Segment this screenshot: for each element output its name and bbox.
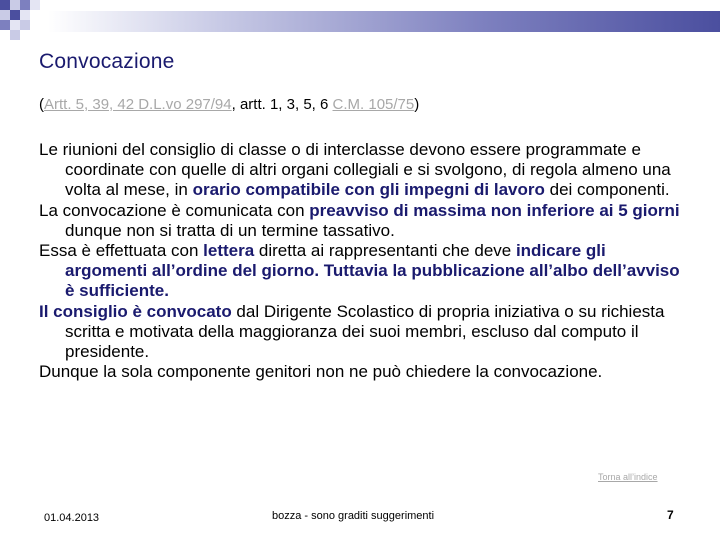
legal-reference — [39, 96, 419, 113]
text-run: dunque non si tratta di un termine tassativo. — [65, 220, 395, 240]
reference-close: ) — [414, 96, 420, 113]
text-run: Essa è effettuata con — [39, 241, 204, 261]
highlight-run: orario compatibile con gli impegni di lavoro — [192, 180, 545, 200]
text-run: diretta ai rappresentanti che deve — [254, 241, 516, 261]
reference-link-dlvo[interactable]: Artt. 5, 39, 42 D.L.vo 297/94 — [44, 96, 232, 113]
paragraph-notice — [39, 201, 689, 241]
page-number: 7 — [667, 508, 674, 522]
slide-title: Convocazione — [39, 50, 175, 73]
reference-link-cm[interactable]: C.M. 105/75 — [332, 96, 415, 113]
highlight-run: preavviso di massima non inferiore ai 5 giorni — [309, 200, 680, 220]
paragraph-scheduling — [39, 140, 689, 201]
paragraph-letter — [39, 241, 689, 302]
paragraph-convocation — [39, 302, 689, 363]
footer-note: bozza - sono graditi suggerimenti — [272, 510, 435, 522]
back-to-index-link[interactable]: Torna all’indice — [598, 472, 658, 482]
text-run: dei componenti. — [544, 180, 670, 200]
header-gradient-bar — [48, 11, 720, 32]
text-run: dal Dirigente Scolastico di propria iniziativa o su richiesta scritta e motivata della maggioranza dei suoi membri, escluso dal computo il presidente. — [65, 301, 665, 362]
highlight-run: indicare gli argomenti all’ordine del giorno. Tuttavia la pubblicazione all’albo dell’avviso è sufficiente. — [65, 241, 680, 301]
paragraph-parents — [39, 362, 689, 382]
reference-middle: , artt. 1, 3, 5, 6 — [231, 96, 333, 113]
slide-body — [39, 140, 689, 382]
text-run: La convocazione è comunicata con — [39, 200, 310, 220]
footer-date: 01.04.2013 — [44, 512, 100, 524]
reference-open: ( — [39, 96, 44, 113]
text-run: Dunque la sola componente genitori non ne può chiedere la convocazione. — [39, 362, 603, 382]
highlight-run: Il consiglio è convocato — [39, 301, 232, 321]
highlight-run: lettera — [203, 241, 255, 261]
text-run: Le riunioni del consiglio di classe o di interclasse devono essere programmate e coordinate con quelle di altri organi collegiali e si svolgono, di regola almeno una volta al mese, in — [39, 140, 671, 200]
